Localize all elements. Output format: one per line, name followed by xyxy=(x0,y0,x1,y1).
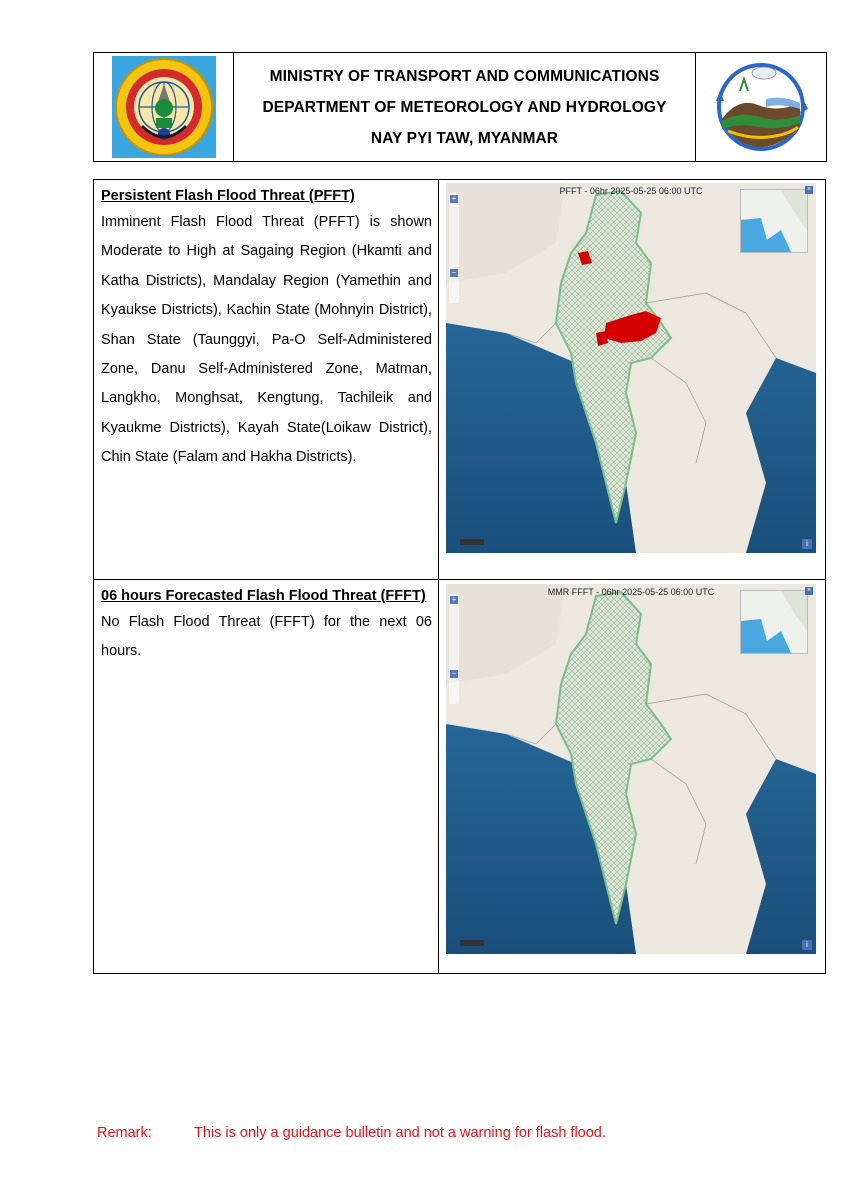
pfft-row xyxy=(94,180,825,580)
pfft-info-icon[interactable]: i xyxy=(802,539,812,549)
pfft-zoom-slider[interactable] xyxy=(449,193,459,303)
threat-table xyxy=(93,179,826,974)
pfft-zoom-out-button[interactable]: − xyxy=(451,268,457,277)
ffft-map-cell xyxy=(439,580,825,973)
dmh-logo-cell xyxy=(696,53,826,161)
pfft-description: Imminent Flash Flood Threat (PFFT) is shown Moderate to High at Sagaing Region (Hkamti and Katha Districts), Mandalay Region (Yamethin and Kyaukse Districts), Kachin State (Mohnyin District), Shan State (Taunggyi, Pa-O Self-Administered Zone, Danu Self-Administered Zone, Matman, Langkho, Monghsat, Kengtung, Tachileik and Kyaukme Districts), Kayah State(Loikaw District), Chin State (Falam and Hakha Districts). xyxy=(101,214,432,466)
pfft-scale-bar xyxy=(460,539,484,545)
bulletin-header xyxy=(93,52,827,162)
ffft-text-cell xyxy=(94,580,439,973)
ffft-zoom-slider[interactable] xyxy=(449,594,459,704)
remark-label: Remark: xyxy=(97,1125,152,1141)
ffft-info-icon[interactable]: i xyxy=(802,940,812,950)
ffft-close-icon[interactable]: × xyxy=(806,587,812,594)
pfft-zoom-in-button[interactable]: + xyxy=(451,194,457,203)
ffft-map-title: MMR FFFT - 06hr 2025-05-25 06:00 UTC xyxy=(547,587,715,597)
ffft-zoom-in-button[interactable]: + xyxy=(451,595,457,604)
ffft-row xyxy=(94,580,825,973)
header-title-block xyxy=(234,53,696,161)
ffft-overview-inset[interactable] xyxy=(740,590,808,654)
pfft-map-cell xyxy=(439,180,825,579)
ffft-description: No Flash Flood Threat (FFFT) for the next 06 hours. xyxy=(101,614,432,660)
department-name: DEPARTMENT OF METEOROLOGY AND HYDROLOGY xyxy=(262,98,667,116)
ffft-map[interactable] xyxy=(446,584,816,954)
hydrology-cycle-icon xyxy=(708,57,814,157)
pfft-map-title: PFFT - 06hr 2025-05-25 06:00 UTC xyxy=(559,186,703,196)
ffft-zoom-out-button[interactable]: − xyxy=(451,669,457,678)
ministry-emblem-icon xyxy=(112,56,216,158)
ministry-logo-cell xyxy=(94,53,234,161)
pfft-close-icon[interactable]: × xyxy=(806,186,812,193)
remark-text: This is only a guidance bulletin and not a warning for flash flood. xyxy=(194,1125,606,1141)
ffft-scale-bar xyxy=(460,940,484,946)
pfft-overview-inset[interactable] xyxy=(740,189,808,253)
pfft-map[interactable] xyxy=(446,183,816,553)
pfft-text-cell xyxy=(94,180,439,579)
ministry-name: MINISTRY OF TRANSPORT AND COMMUNICATIONS xyxy=(269,67,660,85)
pfft-title: Persistent Flash Flood Threat (PFFT) xyxy=(101,188,355,204)
location-name: NAY PYI TAW, MYANMAR xyxy=(370,129,559,147)
ffft-title: 06 hours Forecasted Flash Flood Threat (FFFT) xyxy=(101,588,426,604)
